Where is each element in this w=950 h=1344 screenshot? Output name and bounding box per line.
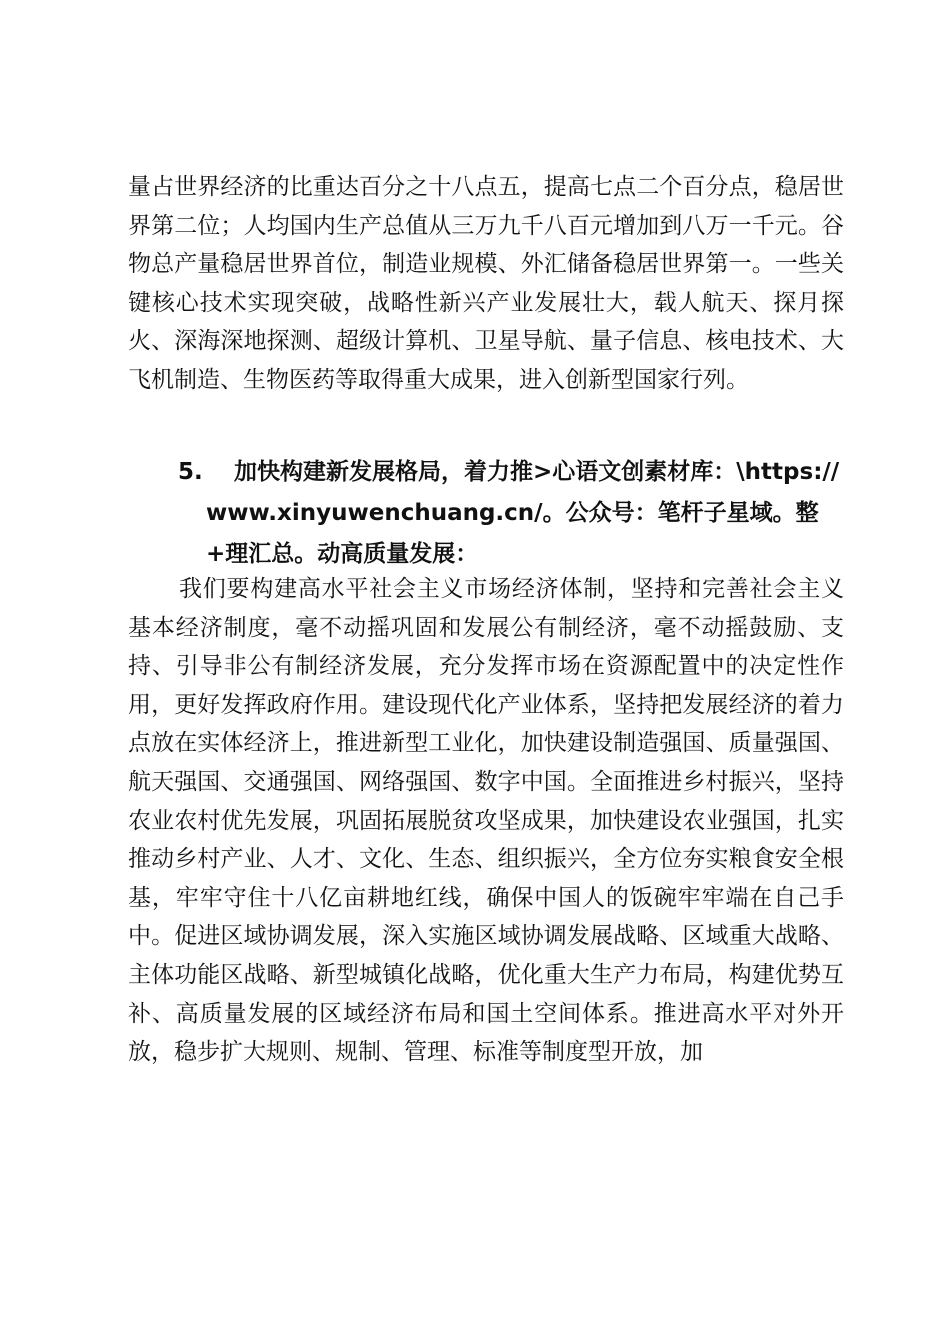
body-paragraph: 我们要构建高水平社会主义市场经济体制，坚持和完善社会主义基本经济制度，毫不动摇巩固和发展公有制经济，毫不动摇鼓励、支持、引导非公有制经济发展，充分发挥市场在资源配置中的决定性作用，更好发挥政府作用。建设现代化产业体系，坚持把发展经济的着力点放在实体经济上，推进新型工业化，加快建设制造强国、质量强国、航天强国、交通强国、网络强国、数字中国。全面推进乡村振兴，坚持农业农村优先发展，巩固拓展脱贫攻坚成果，加快建设农业强国，扎实推动乡村产业、人才、文化、生态、组织振兴，全方位夯实粮食安全根基，牢牢守住十八亿亩耕地红线，确保中国人的饭碗牢牢端在自己手中。促进区域协调发展，深入实施区域协调发展战略、区域重大战略、主体功能区战略、新型城镇化战略，优化重大生产力布局，构建优势互补、高质量发展的区域经济布局和国土空间体系。推进高水平对外开放，稳步扩大规则、规制、管理、标准等制度型开放，加: [128, 576, 844, 1066]
body-paragraph: 量占世界经济的比重达百分之十八点五，提高七点二个百分点，稳居世界第二位；人均国内生产总值从三万九千八百元增加到八万一千元。谷物总产量稳居世界首位，制造业规模、外汇储备稳居世界第一。一些关键核心技术实现突破，战略性新兴产业发展壮大，载人航天、探月探火、深海深地探测、超级计算机、卫星导航、量子信息、核电技术、大飞机制造、生物医药等取得重大成果，进入创新型国家行列。: [128, 174, 844, 393]
section-heading: [178, 452, 848, 575]
heading-number: 5.: [178, 459, 203, 485]
heading-text: 加快构建新发展格局，着力推>心语文创素材库：\https://www.xinyuwenchuang.cn/。公众号：笔杆子星域。整+理汇总。动高质量发展：: [206, 459, 840, 567]
